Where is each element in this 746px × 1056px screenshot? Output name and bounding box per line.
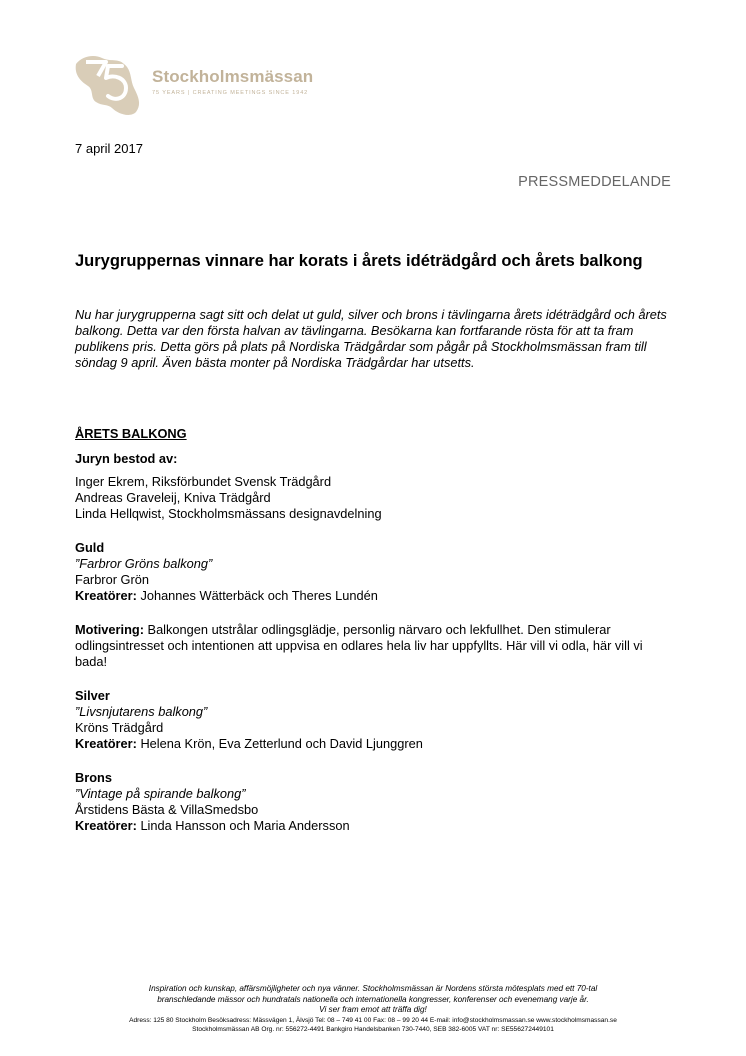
- jury-list: [75, 474, 675, 522]
- footer-company-info: Stockholmsmässan AB Org. nr: 556272-4491 Bankgiro Handelsbanken 730-7440, SEB 382-6005 VAT nr: SE556272449101: [192, 1026, 554, 1034]
- entry-title: ”Livsnjutarens balkong”: [75, 704, 208, 719]
- footer-line: Inspiration och kunskap, affärsmöjligheter och nya vänner. Stockholmsmässan är Nordens största mötesplats med ett 70-tal: [148, 984, 598, 993]
- entry-title: ”Vintage på spirande balkong”: [75, 786, 246, 801]
- footer-line: Vi ser fram emot att träffa dig!: [319, 1005, 427, 1015]
- jury-member: Andreas Graveleij, Kniva Trädgård: [75, 490, 271, 505]
- motivation-label: Motivering:: [75, 622, 144, 637]
- footer-line: branschledande mässor och hundratals nationella och internationella kongresser, konferenser och evenemang varje år.: [157, 994, 589, 1004]
- exhibitor-name: Farbror Grön: [75, 572, 149, 587]
- award-heading: Silver: [75, 688, 110, 703]
- release-date: 7 april 2017: [75, 141, 143, 156]
- creators-label: Kreatörer:: [75, 736, 137, 751]
- jury-member: Linda Hellqwist, Stockholmsmässans designavdelning: [75, 506, 382, 521]
- lead-paragraph: Nu har jurygrupperna sagt sitt och delat ut guld, silver och brons i tävlingarna årets idéträdgård och årets balkong. Detta var den första halvan av tävlingarna. Besökarna kan fortfarande rösta för att ta fram publikens pris. Detta görs på plats på Nordiska Trädgårdar som pågår på Stockholmsmässan fram till söndag 9 april. Även bästa monter på Nordiska Trädgårdar har utsetts.: [75, 307, 667, 370]
- creators-label: Kreatörer:: [75, 818, 137, 833]
- company-logo: [72, 52, 342, 118]
- creators-line: [75, 736, 675, 752]
- award-gold: [75, 540, 675, 604]
- creators-names: Johannes Wätterbäck och Theres Lundén: [140, 588, 378, 603]
- exhibitor-name: Årstidens Bästa & VillaSmedsbo: [75, 802, 259, 817]
- creators-line: [75, 588, 675, 604]
- headline: Jurygruppernas vinnare har korats i årets idéträdgård och årets balkong: [75, 252, 643, 270]
- creators-label: Kreatörer:: [75, 588, 137, 603]
- main-content: [75, 426, 675, 834]
- award-heading: Brons: [75, 770, 112, 785]
- award-heading: Guld: [75, 540, 105, 555]
- section-title: ÅRETS BALKONG: [75, 426, 187, 441]
- footer-address: Adress: 125 80 Stockholm Besöksadress: Mässvägen 1, Älvsjö Tel: 08 – 749 41 00 Fax: 08 – 99 20 44 E-mail: info@stockholmsmassan.se www.stockholmsmassan.se: [129, 1016, 617, 1024]
- page-footer: [60, 984, 686, 1035]
- motivation-text: Balkongen utstrålar odlingsglädje, personlig närvaro och lekfullhet. Den stimulerar odlingsintresset och intentionen att uppvisa en odlares hela liv har uppfyllts. Här vill vi odla, här vill vi bada!: [75, 622, 643, 669]
- creators-names: Linda Hansson och Maria Andersson: [140, 818, 350, 833]
- exhibitor-name: Kröns Trädgård: [75, 720, 164, 735]
- jury-heading: Juryn bestod av:: [75, 451, 178, 466]
- award-bronze: [75, 770, 675, 834]
- motivation-paragraph: [75, 622, 675, 670]
- document-type-label: PRESSMEDDELANDE: [518, 174, 671, 190]
- jury-member: Inger Ekrem, Riksförbundet Svensk Trädgård: [75, 474, 332, 489]
- logo-tagline: 75 YEARS | CREATING MEETINGS SINCE 1942: [152, 90, 309, 96]
- award-silver: [75, 688, 675, 752]
- creators-names: Helena Krön, Eva Zetterlund och David Ljunggren: [140, 736, 423, 751]
- creators-line: [75, 818, 675, 834]
- entry-title: ”Farbror Gröns balkong”: [75, 556, 213, 571]
- logo-wordmark: Stockholmsmässan: [152, 67, 314, 86]
- anniversary-75-logo-icon: [72, 52, 150, 118]
